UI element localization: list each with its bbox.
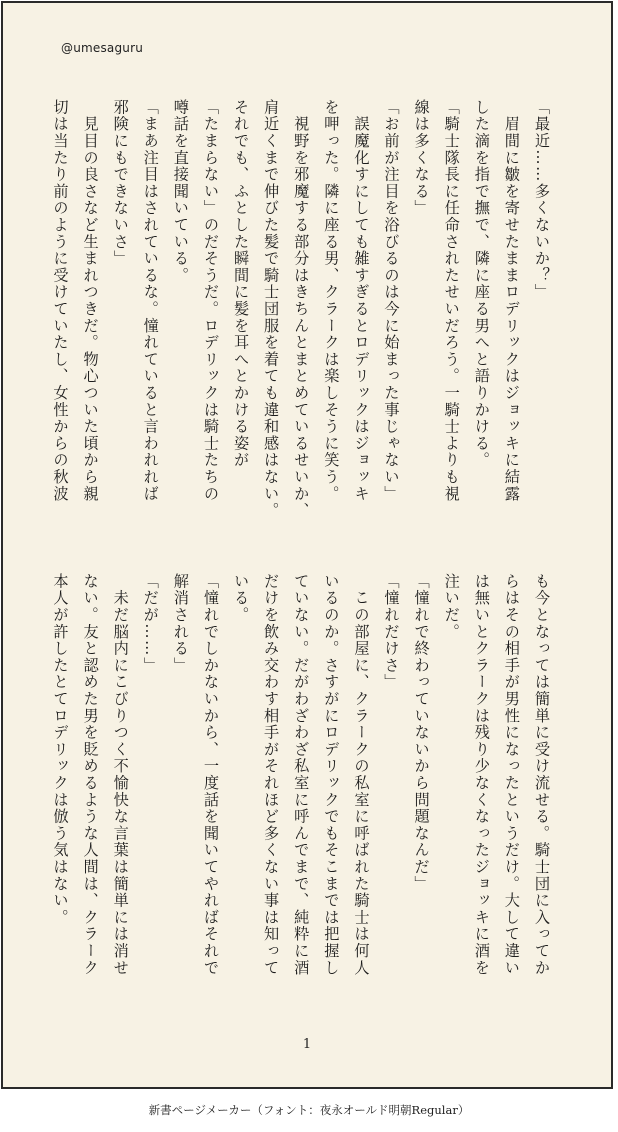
text-line: 「憧れで終わっていないから問題なんだ」	[412, 573, 431, 893]
text-line: ていない。だがわざわざ私室に呼んでまで、純粋に酒	[292, 573, 311, 977]
text-line: 切は当たり前のように受けていたし、女性からの秋波	[51, 99, 70, 503]
text-line: 「お前が注目を浴びるのは今に始まった事じゃない」	[382, 99, 401, 503]
text-line: した滴を指で撫で、隣に座る男へと語りかける。	[472, 99, 491, 469]
text-line: 線は多くなる」	[412, 99, 431, 217]
text-line: 未だ脳内にこびりつく不愉快な言葉は簡単には消せ	[111, 573, 130, 977]
text-line: それでも、ふとした瞬間に髪を耳へとかける姿が	[232, 99, 251, 469]
manuscript-page	[1, 1, 613, 1089]
text-line: いる。	[232, 573, 251, 624]
text-line: らはその相手が男性になったというだけ。大して違い	[502, 573, 521, 977]
text-line: 「まあ注目はされているな。憧れていると言われれば	[141, 99, 160, 503]
text-line: 注いだ。	[442, 573, 461, 641]
text-line: 邪険にもできないさ」	[111, 99, 130, 267]
text-line: 本人が許したとてロデリックは倣う気はない。	[51, 573, 70, 926]
text-line: を呷った。隣に座る男、クラークは楽しそうに笑う。	[322, 99, 341, 503]
text-line: 見目の良さなど生まれつきだ。物心ついた頃から親	[81, 99, 100, 503]
text-line: 「最近……多くないか？」	[533, 99, 551, 301]
page-number: 1	[302, 1037, 312, 1052]
text-line: 解消される」	[171, 573, 190, 674]
footer-credit: 新書ページメーカー（フォント：夜永オールド明朝Regular）	[148, 1103, 470, 1117]
text-line: 「だが……」	[141, 573, 160, 674]
text-line: 眉間に皺を寄せたままロデリックはジョッキに結露	[502, 99, 521, 503]
text-line: だけを飲み交わす相手がそれほど多くない事は知って	[262, 573, 281, 977]
text-line: も今となっては簡単に受け流せる。騎士団に入ってか	[533, 573, 551, 977]
text-line: いるのか。さすがにロデリックでもそこまでは把握し	[322, 573, 341, 977]
upper-text-block	[45, 99, 557, 529]
lower-text-block	[45, 573, 557, 1003]
text-line: 視野を邪魔する部分はきちんとまとめているせいか、	[292, 99, 311, 519]
text-line: この部屋に、クラークの私室に呼ばれた騎士は何人	[352, 573, 371, 977]
text-line: 肩近くまで伸びた髪で騎士団服を着ても違和感はない。	[262, 99, 281, 519]
text-line: 誤魔化すにしても雑すぎるとロデリックはジョッキ	[352, 99, 371, 503]
text-line: 「たまらない」のだそうだ。ロデリックは騎士たちの	[201, 99, 220, 503]
text-line: は無いとクラークは残り少なくなったジョッキに酒を	[472, 573, 491, 977]
text-line: 噂話を直接聞いている。	[171, 99, 190, 284]
text-line: 「憧れだけさ」	[382, 573, 401, 691]
text-line: ない。友と認めた男を貶めるような人間は、クラーク	[81, 573, 100, 977]
author-handle: @umesaguru	[61, 41, 144, 55]
text-line: 「憧れでしかないから、一度話を聞いてやればそれで	[201, 573, 220, 977]
text-line: 「騎士隊長に任命されたせいだろう。一騎士よりも視	[442, 99, 461, 503]
